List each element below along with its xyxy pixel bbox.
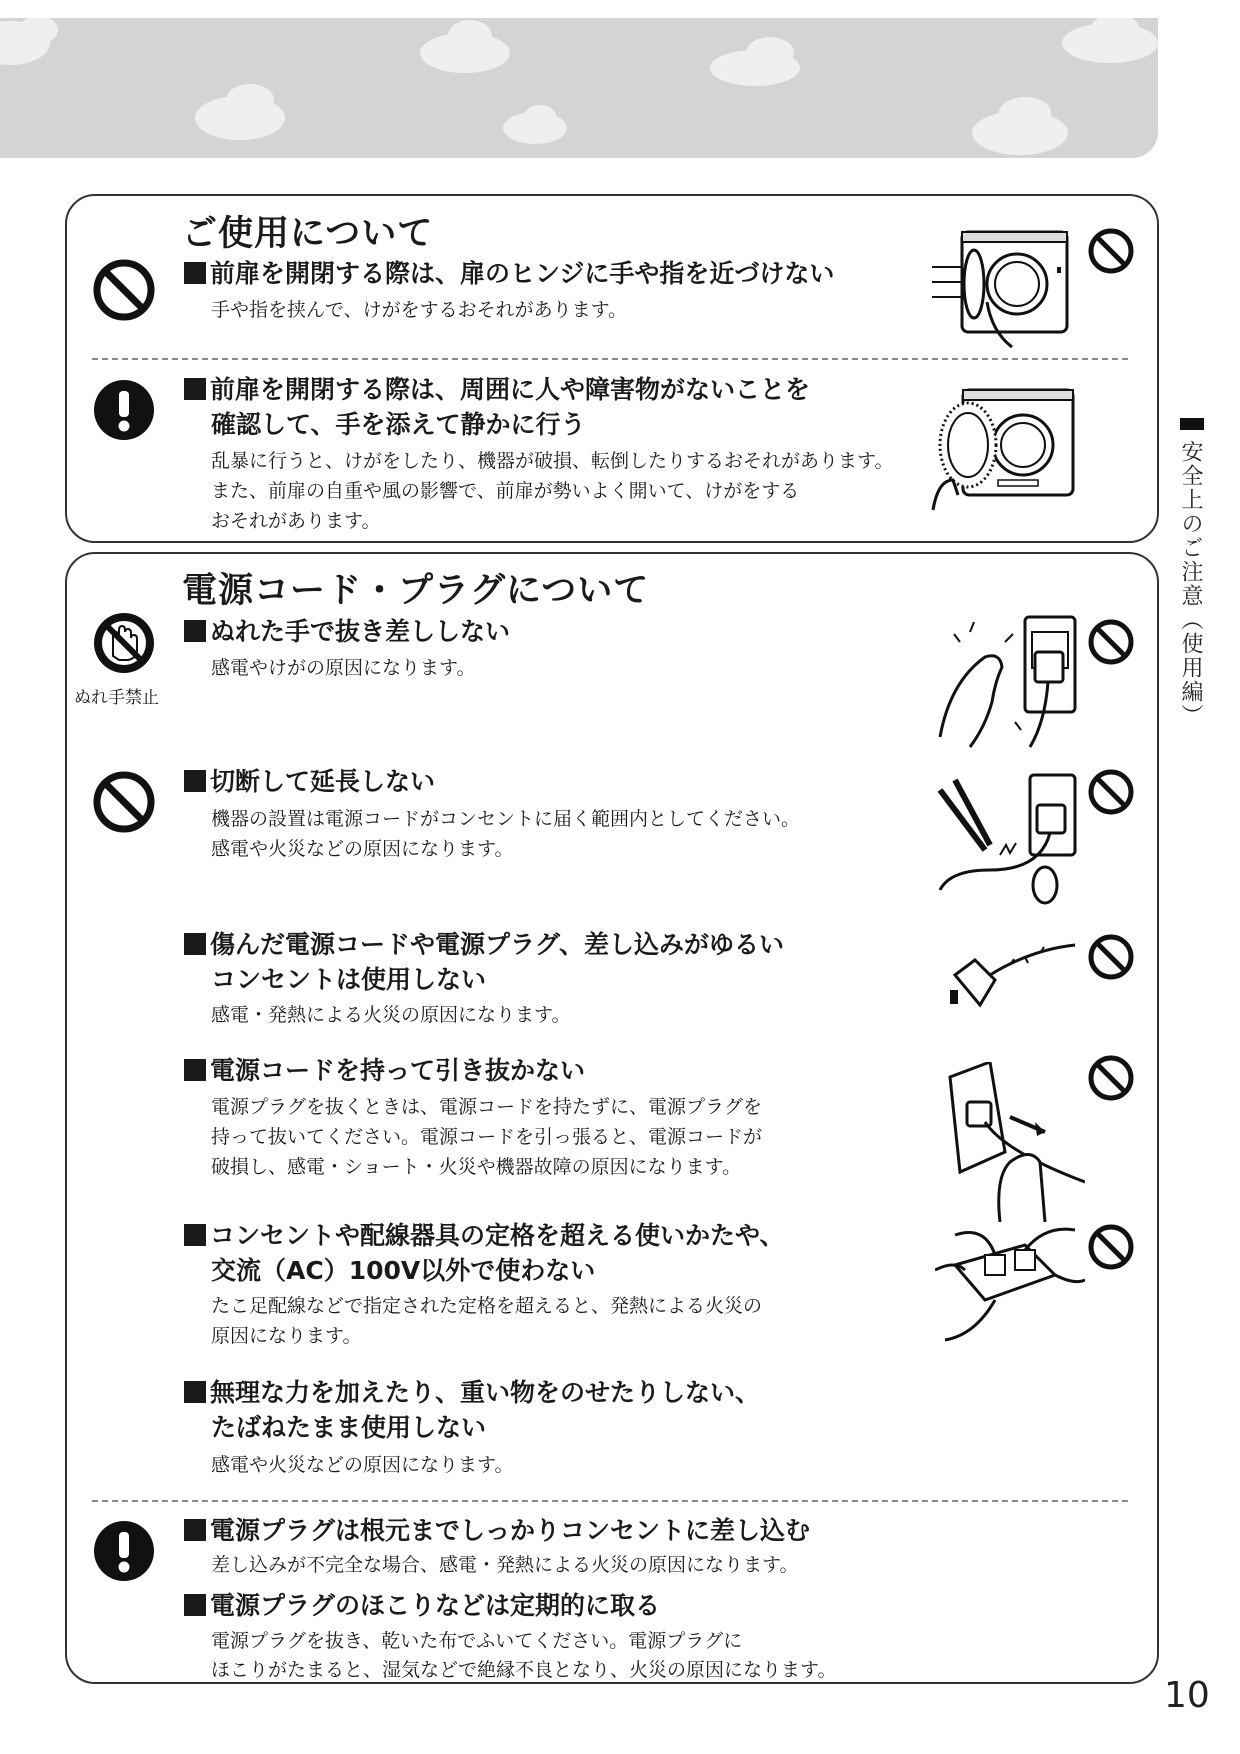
divider (92, 358, 1128, 360)
item-heading: 前扉を開閉する際は、周囲に人や障害物がないことを (184, 372, 810, 407)
mandatory-action-icon (93, 379, 155, 441)
item-body: 差し込みが不完全な場合、感電・発熱による火災の原因になります。 (211, 1554, 799, 1576)
item-body: おそれがあります。 (211, 510, 381, 532)
item-heading: 電源プラグのほこりなどは定期的に取る (184, 1588, 660, 1623)
item-heading: コンセントや配線器具の定格を超える使いかたや、 (184, 1218, 785, 1253)
mandatory-action-icon (93, 1520, 155, 1582)
prohibition-icon (1086, 617, 1136, 667)
prohibition-icon (92, 258, 156, 322)
overloaded-outlet-illustration (935, 1225, 1085, 1345)
side-marker (1180, 418, 1204, 430)
item-heading: 切断して延長しない (184, 764, 435, 799)
section-use-title: ご使用について (182, 214, 434, 254)
item-heading: ぬれた手で抜き差ししない (184, 614, 510, 649)
item-heading-line2: たばねたまま使用しない (211, 1413, 487, 1442)
wet-hand-label: ぬれ手禁止 (74, 688, 159, 708)
prohibition-icon (1086, 767, 1136, 817)
item-body: 感電・発熱による火災の原因になります。 (211, 1004, 571, 1026)
prohibition-icon (92, 770, 156, 834)
cut-cord-illustration (930, 770, 1080, 910)
wet-hand-prohibited-icon (93, 612, 155, 674)
item-heading-line2: 確認して、手を添えて静かに行う (211, 410, 586, 439)
item-heading-line2: 交流（AC）100V以外で使わない (211, 1256, 596, 1285)
item-body: 感電や火災などの原因になります。 (211, 838, 514, 860)
item-heading: 電源プラグは根元までしっかりコンセントに差し込む (184, 1513, 810, 1548)
item-body: 電源プラグを抜き、乾いた布でふいてください。電源プラグに (211, 1630, 743, 1652)
wet-hand-plug-illustration (930, 612, 1080, 752)
item-heading: 前扉を開閉する際は、扉のヒンジに手や指を近づけない (184, 256, 834, 291)
item-body: 感電や火災などの原因になります。 (211, 1454, 514, 1476)
washer-illustration-door-open (928, 385, 1083, 515)
divider (92, 1500, 1128, 1502)
prohibition-icon (1086, 1053, 1136, 1103)
prohibition-icon (1086, 226, 1136, 276)
item-body: ほこりがたまると、湿気などで絶縁不良となり、火災の原因になります。 (211, 1659, 837, 1681)
item-body: 手や指を挟んで、けがをするおそれがあります。 (211, 299, 628, 321)
prohibition-icon (1086, 1222, 1136, 1272)
item-heading: 電源コードを持って引き抜かない (184, 1053, 585, 1088)
prohibition-icon (1086, 932, 1136, 982)
item-heading-line2: コンセントは使用しない (211, 965, 487, 994)
item-heading: 無理な力を加えたり、重い物をのせたりしない、 (184, 1375, 760, 1410)
pull-cord-illustration (945, 1062, 1085, 1222)
cloud-pattern (0, 18, 1158, 158)
item-body: 原因になります。 (211, 1325, 362, 1347)
item-body: また、前扉の自重や風の影響で、前扉が勢いよく開いて、けがをする (211, 480, 800, 502)
item-heading: 傷んだ電源コードや電源プラグ、差し込みがゆるい (184, 927, 784, 962)
section-power-title: 電源コード・プラグについて (182, 571, 650, 611)
side-section-label: 安全上のご注意（使用編） (1178, 440, 1203, 728)
damaged-plug-illustration (950, 935, 1080, 1035)
item-body: 感電やけがの原因になります。 (211, 657, 476, 679)
item-body: 機器の設置は電源コードがコンセントに届く範囲内としてください。 (211, 808, 801, 830)
item-body: 持って抜いてください。電源コードを引っ張ると、電源コードが (211, 1126, 763, 1148)
item-body: たこ足配線などで指定された定格を超えると、発熱による火災の (211, 1295, 763, 1317)
header-banner (0, 18, 1158, 158)
washer-illustration-hinge (932, 222, 1082, 352)
page-number: 10 (1164, 1675, 1210, 1716)
item-body: 乱暴に行うと、けがをしたり、機器が破損、転倒したりするおそれがあります。 (211, 450, 894, 472)
item-body: 破損し、感電・ショート・火災や機器故障の原因になります。 (211, 1156, 742, 1178)
item-body: 電源プラグを抜くときは、電源コードを持たずに、電源プラグを (211, 1096, 763, 1118)
